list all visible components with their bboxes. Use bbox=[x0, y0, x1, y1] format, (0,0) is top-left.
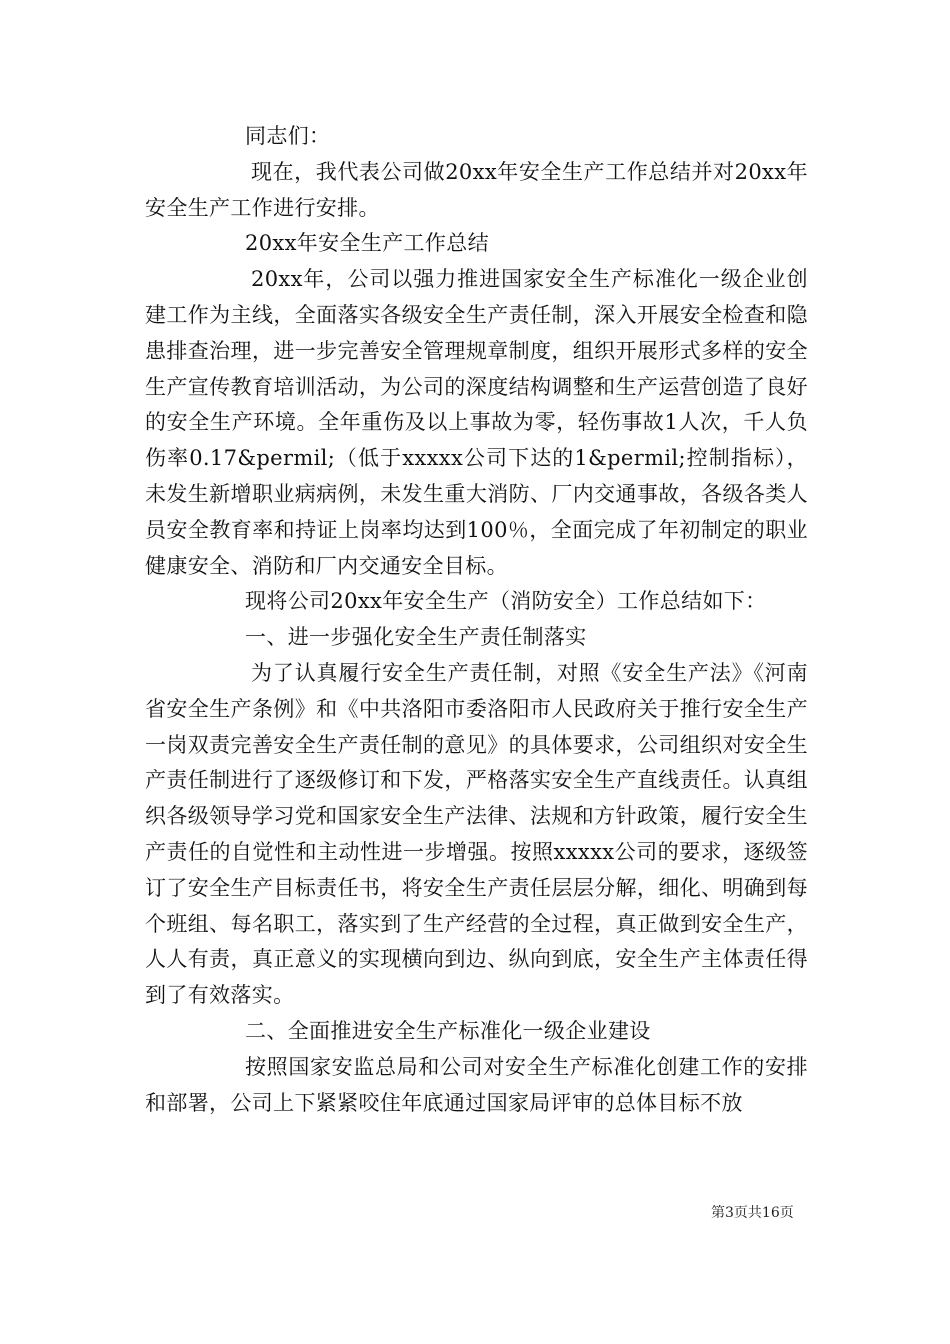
summary-intro-line: 现将公司20xx年安全生产（消防安全）工作总结如下： bbox=[245, 589, 767, 614]
section-heading-1: 一、进一步强化安全生产责任制落实 bbox=[245, 625, 587, 650]
summary-heading: 20xx年安全生产工作总结 bbox=[245, 231, 489, 256]
intro-paragraph: 现在，我代表公司做20xx年安全生产工作总结并对20xx年安全生产工作进行安排。 bbox=[145, 159, 808, 220]
section-2-paragraph: 按照国家安监总局和公司对安全生产标准化创建工作的安排和部署，公司上下紧紧咬住年底通过国家局评审的总体目标不放 bbox=[145, 1054, 808, 1115]
section-1-paragraph: 为了认真履行安全生产责任制，对照《安全生产法》《河南省安全生产条例》和《中共洛阳市委洛阳市人民政府关于推行安全生产一岗双责完善安全生产责任制的意见》的具体要求，公司组织对安全生产责任制进行了逐级修订和下发，严格落实安全生产直线责任。认真组织各级领导学习党和国家安全生产法律、法规和方针政策，履行安全生产责任的自觉性和主动性进一步增强。按照xxxxx公司的要求，逐级签订了安全生产目标责任书，将安全生产责任层层分解，细化、明确到每个班组、每名职工，落实到了生产经营的全过程，真正做到安全生产，人人有责，真正意义的实现横向到边、纵向到底，安全生产主体责任得到了有效落实。 bbox=[145, 660, 808, 1008]
section-heading-2: 二、全面推进安全生产标准化一级企业建设 bbox=[245, 1018, 651, 1043]
salutation: 同志们： bbox=[245, 124, 331, 148]
overview-paragraph: 20xx年，公司以强力推进国家安全生产标准化一级企业创建工作为主线，全面落实各级安全生产责任制，深入开展安全检查和隐患排查治理，进一步完善安全管理规章制度，组织开展形式多样的安全生产宣传教育培训活动，为公司的深度结构调整和生产运营创造了良好的安全生产环境。全年重伤及以上事故为零，轻伤事故1人次，千人负伤率0.17&permil;（低于xxxxx公司下达的1&permil;控制指标），未发生新增职业病病例，未发生重大消防、厂内交通事故，各级各类人员安全教育率和持证上岗率均达到100％，全面完成了年初制定的职业健康安全、消防和厂内交通安全目标。 bbox=[145, 267, 808, 578]
page-number-footer: 第3页共16页 bbox=[711, 1205, 794, 1221]
document-body bbox=[145, 119, 808, 1121]
